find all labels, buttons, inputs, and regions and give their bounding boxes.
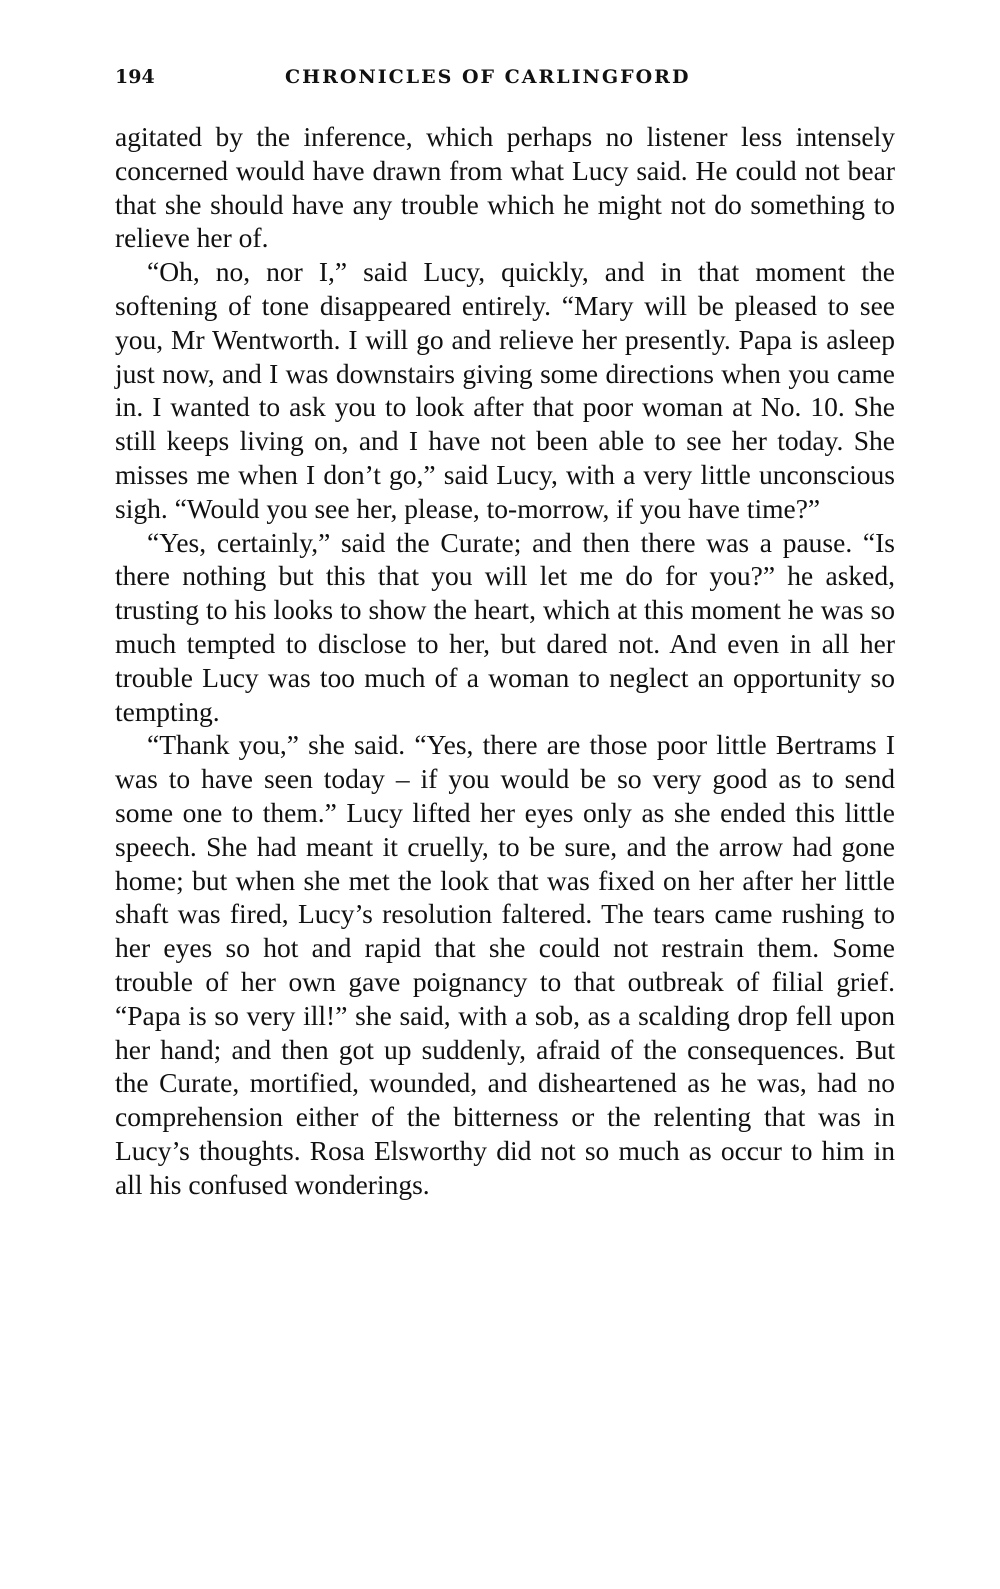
book-title: CHRONICLES OF CARLINGFORD [285,66,691,88]
page-number: 194 [115,66,155,88]
paragraph: “Thank you,” she said. “Yes, there are those poor little Bertrams I was to have seen today – if you would be so very good as to send some one to them.” Lucy lifted her eyes only as she ended this little speech. She had meant it cruelly, to be sure, and the arrow had gone home; but when she met the look that was fixed on her after her little shaft was fired, Lucy’s resolution faltered. The tears came rushing to her eyes so hot and rapid that she could not restrain them. Some trouble of her own gave poignancy to that outbreak of filial grief. “Papa is so very ill!” she said, with a sob, as a scalding drop fell upon her hand; and then got up suddenly, afraid of the consequences. But the Curate, mortified, wounded, and disheartened as he was, had no comprehension either of the bitterness or the relenting that was in Lucy’s thoughts. Rosa Elsworthy did not so much as occur to him in all his confused wonderings. [115,729,895,1200]
paragraph-continued: agitated by the inference, which perhaps no listener less intensely concerned would have drawn from what Lucy said. He could not bear that she should have any trouble which he might not do something to relieve her of. [115,121,895,254]
paragraph: “Oh, no, nor I,” said Lucy, quickly, and in that moment the softening of tone disappeared entirely. “Mary will be pleased to see you, Mr Wentworth. I will go and relieve her presently. Papa is asleep just now, and I was downstairs giving some directions when you came in. I wanted to ask you to look after that poor woman at No. 10. She still keeps living on, and I have not been able to see her today. She misses me when I don’t go,” said Lucy, with a very little unconscious sigh. “Would you see her, please, to-morrow, if you have time?” [115,256,895,524]
body-text [115,120,895,1202]
running-head [115,66,895,102]
paragraph: “Yes, certainly,” said the Curate; and then there was a pause. “Is there nothing but this that you will let me do for you?” he asked, trusting to his looks to show the heart, which at this moment he was so much tempted to disclose to her, but dared not. And even in all her trouble Lucy was too much of a woman to neglect an opportunity so tempting. [115,526,895,727]
